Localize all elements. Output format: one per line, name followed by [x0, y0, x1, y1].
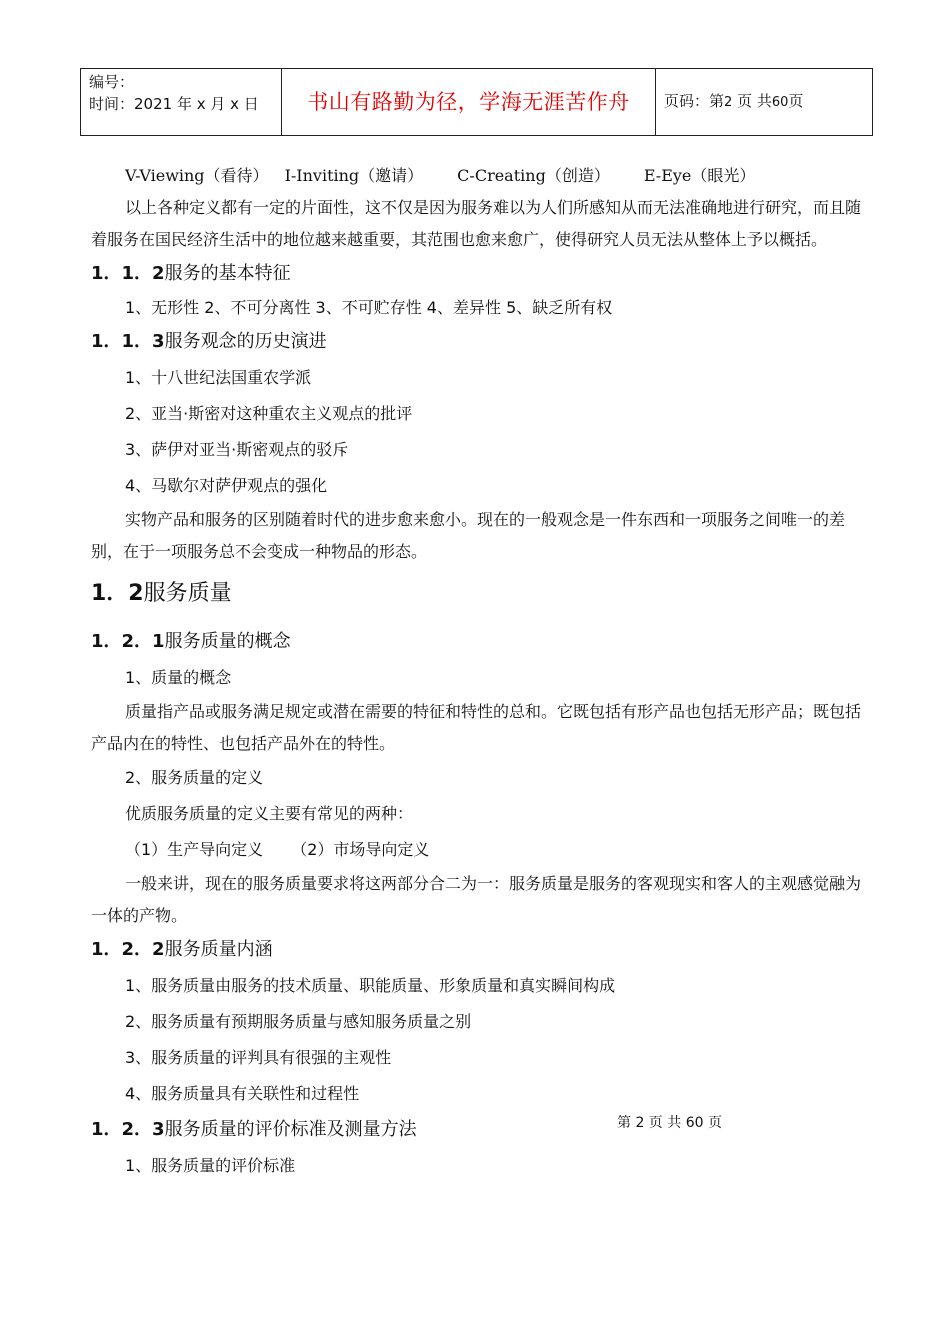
document-header: [80, 68, 873, 136]
features-list: 1、无形性 2、不可分离性 3、不可贮存性 4、差异性 5、缺乏所有权: [125, 298, 613, 317]
heading-1-1-3: [91, 324, 861, 360]
heading-1-1-2: [91, 256, 861, 292]
heading-1-2-3: [91, 1112, 861, 1148]
definition-type-market: （2）市场导向定义: [291, 840, 430, 859]
list-item: 1、服务质量由服务的技术质量、职能质量、形象质量和真实瞬间构成: [125, 976, 616, 995]
header-number-label: 编号：: [89, 73, 135, 91]
heading-text: 服务质量的概念: [164, 631, 291, 652]
evaluation-standard-title: 1、服务质量的评价标准: [125, 1156, 296, 1175]
viewing-e: E-Eye（眼光）: [643, 166, 756, 185]
header-motto: 书山有路勤为径，学海无涯苦作舟: [282, 69, 656, 136]
heading-number: 1．1．2: [91, 263, 165, 284]
heading-number: 1．2: [91, 581, 144, 606]
heading-1-2: [91, 574, 861, 614]
heading-text: 服务观念的历史演进: [164, 331, 327, 352]
header-time-label: 时间：2021 年 x 月 x 日: [89, 95, 259, 113]
quality-concept-paragraph: 质量指产品或服务满足规定或潜在需要的特征和特性的总和。它既包括有形产品也包括无形产品；既包括产品内在的特性、也包括产品外在的特性。: [91, 702, 862, 753]
list-item: 4、马歇尔对萨伊观点的强化: [125, 476, 328, 495]
heading-text: 服务质量: [143, 581, 232, 606]
page-current: 2: [724, 95, 733, 110]
quality-concept-title: 1、质量的概念: [125, 668, 232, 687]
definition-types: [91, 832, 861, 868]
page-total: 60: [771, 95, 789, 110]
page-mid: 页 共: [737, 92, 772, 110]
list-item: 3、萨伊对亚当·斯密观点的驳斥: [125, 440, 349, 459]
viewing-i: I-Inviting（邀请）: [284, 166, 424, 185]
service-quality-definition-title: 2、服务质量的定义: [125, 768, 264, 787]
header-meta-cell: [81, 69, 282, 136]
heading-text: 服务质量的评价标准及测量方法: [164, 1119, 417, 1140]
page-suffix: 页: [788, 92, 804, 110]
page-prefix: 页码：第: [664, 92, 725, 110]
viewing-v: V-Viewing（看待）: [125, 166, 269, 185]
heading-number: 1．2．2: [91, 939, 165, 960]
heading-text: 服务的基本特征: [164, 263, 291, 284]
heading-1-2-1: [91, 624, 861, 660]
paragraph-generally: 一般来讲，现在的服务质量要求将这两部分合二为一：服务质量是服务的客观现实和客人的主观感觉融为一体的产物。: [91, 874, 862, 925]
viewing-line: [91, 160, 861, 192]
heading-number: 1．1．3: [91, 331, 165, 352]
viewing-c: C-Creating（创造）: [457, 166, 610, 185]
heading-number: 1．2．1: [91, 631, 165, 652]
heading-text: 服务质量内涵: [164, 939, 273, 960]
paragraph-definitions: 以上各种定义都有一定的片面性，这不仅是因为服务难以为人们所感知从而无法准确地进行研究，而且随着服务在国民经济生活中的地位越来越重要，其范围也愈来愈广，使得研究人员无法从整体上予以概括。: [91, 198, 862, 249]
page-footer: 第 2 页 共 60 页: [617, 1115, 722, 1131]
list-item: 4、服务质量具有关联性和过程性: [125, 1084, 360, 1103]
paragraph-difference: 实物产品和服务的区别随着时代的进步愈来愈小。现在的一般观念是一件东西和一项服务之间唯一的差别，在于一项服务总不会变成一种物品的形态。: [91, 510, 846, 561]
document-body: [91, 158, 861, 1184]
list-item: 2、亚当·斯密对这种重农主义观点的批评: [125, 404, 413, 423]
definition-type-production: （1）生产导向定义: [125, 840, 264, 859]
list-item: 2、服务质量有预期服务质量与感知服务质量之别: [125, 1012, 472, 1031]
service-quality-definition-intro: 优质服务质量的定义主要有常见的两种：: [125, 804, 414, 823]
list-item: 1、十八世纪法国重农学派: [125, 368, 312, 387]
list-item: 3、服务质量的评判具有很强的主观性: [125, 1048, 392, 1067]
heading-1-2-2: [91, 932, 861, 968]
header-page-cell: [656, 69, 873, 136]
heading-number: 1．2．3: [91, 1119, 165, 1140]
